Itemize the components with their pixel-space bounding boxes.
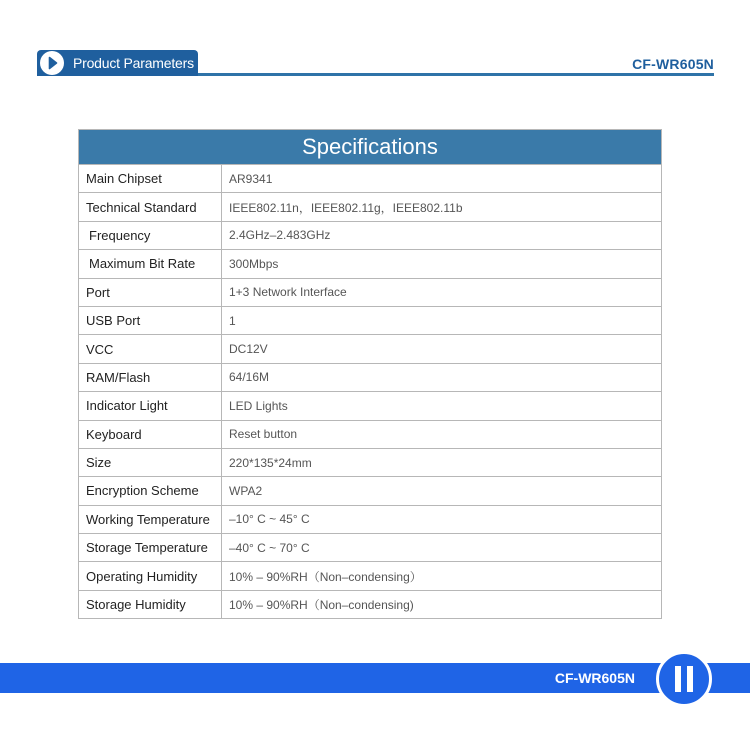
spec-label: Working Temperature [79,506,222,533]
spec-label: Keyboard [79,421,222,448]
table-row [79,391,661,419]
spec-label: Port [79,279,222,306]
spec-value: –10° C ~ 45° C [229,512,310,527]
table-row [79,590,661,618]
spec-value: 220*135*24mm [229,455,312,470]
spec-value: –40° C ~ 70° C [229,540,310,555]
footer-bar [0,663,750,693]
spec-value: Reset button [229,427,298,442]
spec-value: 64/16M [229,370,270,385]
spec-label: Frequency [79,222,222,249]
spec-label: Technical Standard [79,193,222,220]
spec-value: LED Lights [229,398,288,413]
table-row [79,476,661,504]
spec-value: 1+3 Network Interface [229,285,347,300]
table-row [79,192,661,220]
spec-value: WPA2 [229,483,263,498]
spec-label: Storage Humidity [79,591,222,618]
play-icon [40,51,64,75]
spec-label: RAM/Flash [79,364,222,391]
header-model-name: CF-WR605N [632,56,714,72]
specifications-title: Specifications [79,130,661,164]
table-row [79,306,661,334]
spec-value: 2.4GHz–2.483GHz [229,228,331,243]
section-badge [37,50,198,76]
table-row [79,334,661,362]
spec-label: Storage Temperature [79,534,222,561]
table-row [79,249,661,277]
pause-icon [656,651,712,707]
table-row [79,221,661,249]
spec-label: Operating Humidity [79,562,222,589]
spec-label: Indicator Light [79,392,222,419]
table-row [79,363,661,391]
spec-label: Main Chipset [79,165,222,192]
footer-model-name: CF-WR605N [554,670,635,686]
table-row [79,505,661,533]
table-row [79,278,661,306]
table-row [79,533,661,561]
table-row [79,561,661,589]
spec-value: 1 [229,313,236,328]
table-row [79,164,661,192]
spec-value: 10% – 90%RH（Non–condensing） [229,569,422,584]
spec-value: 10% – 90%RH（Non–condensing) [229,598,414,613]
specifications-table [78,129,662,619]
spec-value: IEEE802.11n，IEEE802.11g，IEEE802.11b [229,200,463,215]
table-row [79,448,661,476]
section-title: Product Parameters [73,55,194,71]
spec-value: DC12V [229,342,268,357]
spec-label: VCC [79,335,222,362]
spec-label: USB Port [79,307,222,334]
spec-label: Size [79,449,222,476]
spec-value: AR9341 [229,171,273,186]
table-row [79,420,661,448]
spec-value: 300Mbps [229,256,279,271]
spec-label: Encryption Scheme [79,477,222,504]
spec-label: Maximum Bit Rate [79,250,222,277]
